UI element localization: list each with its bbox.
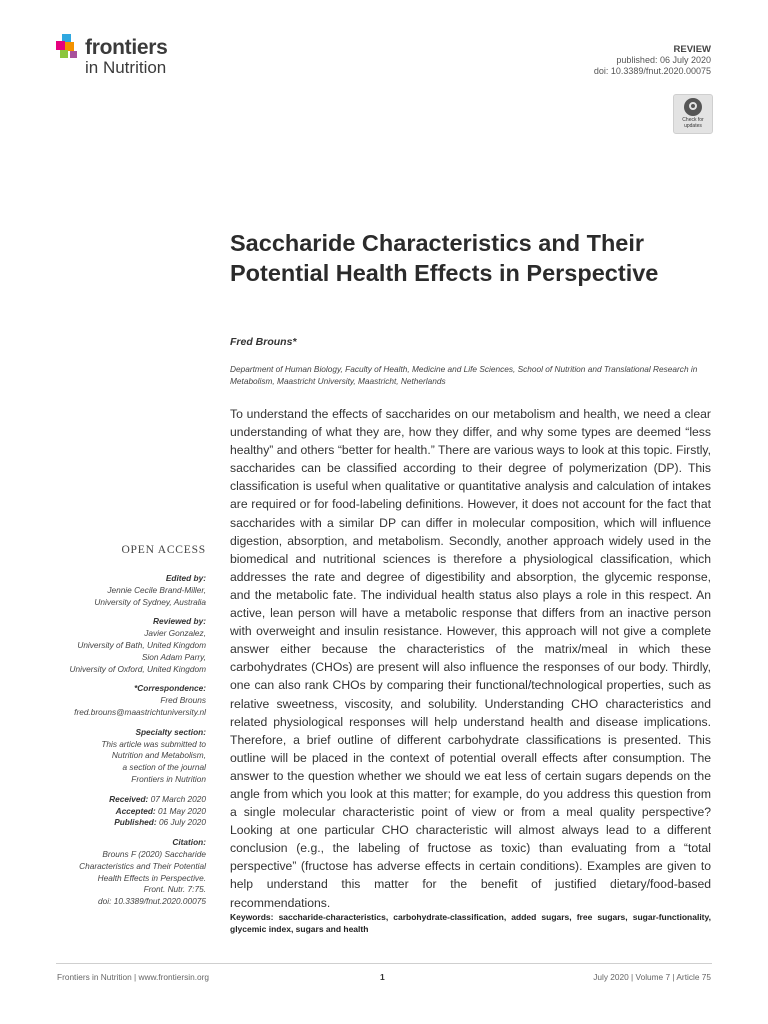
received-date [6,794,206,806]
check-updates-icon [684,98,702,116]
published-label: Published: [114,817,157,828]
editor-name[interactable]: Jennie Cecile Brand-Miller, [107,584,206,595]
abstract-text: To understand the effects of saccharides on our metabolism and health, we need a clear understanding of what they are, how they differ, and why some types are deemed “less healthy” and others “better for health.” There are various ways to look at this topic. Firstly, saccharides can be classified according to their degree of polymerization (DP). This classification is useful when qualitative or quantitative analysis and calculation of intakes are required or for food-labeling definitions. However, it does not account for the fact that saccharides with a similar DP can differ in molecular composition, which will influence digestion, absorption, and metabolism. Secondly, another approach widely used in the biomedical and nutritional sciences is therefore a physiological classification, which addresses the rate and degree of digestibility and absorption, the glycemic response, and the metabolic fate. The individual health status also plays a role in this respect. An active, lean person will have a metabolic response that differs from an inactive person with overweight and insulin resistance. However, this approach will not give a complete answer either because the characteristics of the matrix/meal in which these carbohydrates (CHOs) are present will also influence the responses of our body. Thirdly, one can also rank CHOs by comparing their functional/technological properties, such as relative sweetness, viscosity, and solubility. Understanding CHO characteristics and related physiological responses will help understand health and disease implications. Therefore, a brief outline of different carbohydrate classifications is presented. This outline will be placed in the context of potential overall effects after consumption. The answer to the question whether we should we eat less of certain sugars depends on the angle from which you look at this matter; for example, do you address this question from a single molecular characteristic point of view or from a meal quality perspective? Looking at one particular CHO characteristic will almost always lead to a different conclusion (e.g., the labeling of fructose as toxic) than evaluating from a “total perspective” (fructose has adverse effects in certain conditions). Examples are given to help understand this matter for the benefit of justified dietary/food-based recommendations. [230,407,711,910]
reviewer-affiliation: University of Oxford, United Kingdom [69,663,206,674]
correspondence-email[interactable]: fred.brouns@maastrichtuniversity.nl [74,706,206,717]
article-doi[interactable]: doi: 10.3389/fnut.2020.00075 [593,66,711,76]
specialty-line: Frontiers in Nutrition [131,773,206,784]
correspondence-name: Fred Brouns [160,695,206,706]
check-for-updates-button[interactable] [673,94,713,134]
article-meta [594,44,711,77]
specialty-line: a section of the journal [122,762,206,773]
accepted-value: 01 May 2020 [158,805,206,816]
article-sidebar [6,573,206,908]
footer-journal-link[interactable]: Frontiers in Nutrition | www.frontiersin.org [57,972,210,982]
reviewer-affiliation: University of Bath, United Kingdom [77,639,206,650]
check-updates-label: Check for updates [682,117,704,129]
journal-section: in Nutrition [85,58,167,77]
published-date: published: 06 July 2020 [616,55,711,65]
accepted-label: Accepted: [115,805,156,816]
citation-line: Brouns F (2020) Saccharide [102,848,206,859]
page-number: 1 [380,972,385,982]
footer-divider [56,963,712,964]
editor-affiliation: University of Sydney, Australia [94,596,206,607]
keywords-label: Keywords: [230,912,274,922]
author-affiliation: Department of Human Biology, Faculty of Health, Medicine and Life Sciences, School of Nutrition and Translational Research in Metabolism, Maastricht University, Maastricht, Netherlands [230,364,698,386]
footer-issue-info: July 2020 | Volume 7 | Article 75 [593,972,711,982]
frontiers-logo-icon [56,34,82,62]
citation-line: Health Effects in Perspective. [97,872,206,883]
citation-line: Front. Nutr. 7:75. [143,884,206,895]
specialty-line: Nutrition and Metabolism, [111,750,206,761]
author-name[interactable]: Fred Brouns* [230,336,297,348]
keywords-text: saccharide-characteristics, carbohydrate-classification, added sugars, free sugars, sugar-functionality, glycemic index, sugars and health [230,912,711,934]
citation-line: Characteristics and Their Potential [79,860,206,871]
citation-label: Citation: [172,837,206,848]
article-title: Saccharide Characteristics and Their Potential Health Effects in Perspective [230,230,659,286]
journal-brand: frontiers [85,36,168,59]
specialty-label: Specialty section: [135,726,206,737]
journal-logo[interactable] [56,32,216,80]
reviewer-name[interactable]: Javier Gonzalez, [144,628,206,639]
correspondence-label: *Correspondence: [134,683,206,694]
received-value: 07 March 2020 [150,793,206,804]
received-label: Received: [109,793,149,804]
article-type: REVIEW [673,44,711,55]
accepted-date [6,806,206,818]
reviewed-by-label: Reviewed by: [152,616,206,627]
edited-by-label: Edited by: [165,573,206,583]
open-access-label: OPEN ACCESS [121,544,206,556]
specialty-line: This article was submitted to [101,738,206,749]
published-date-side [6,817,206,829]
citation-doi[interactable]: doi: 10.3389/fnut.2020.00075 [98,896,206,907]
keywords [230,911,711,935]
published-value: 06 July 2020 [158,817,206,828]
reviewer-name[interactable]: Sion Adam Parry, [141,651,206,662]
